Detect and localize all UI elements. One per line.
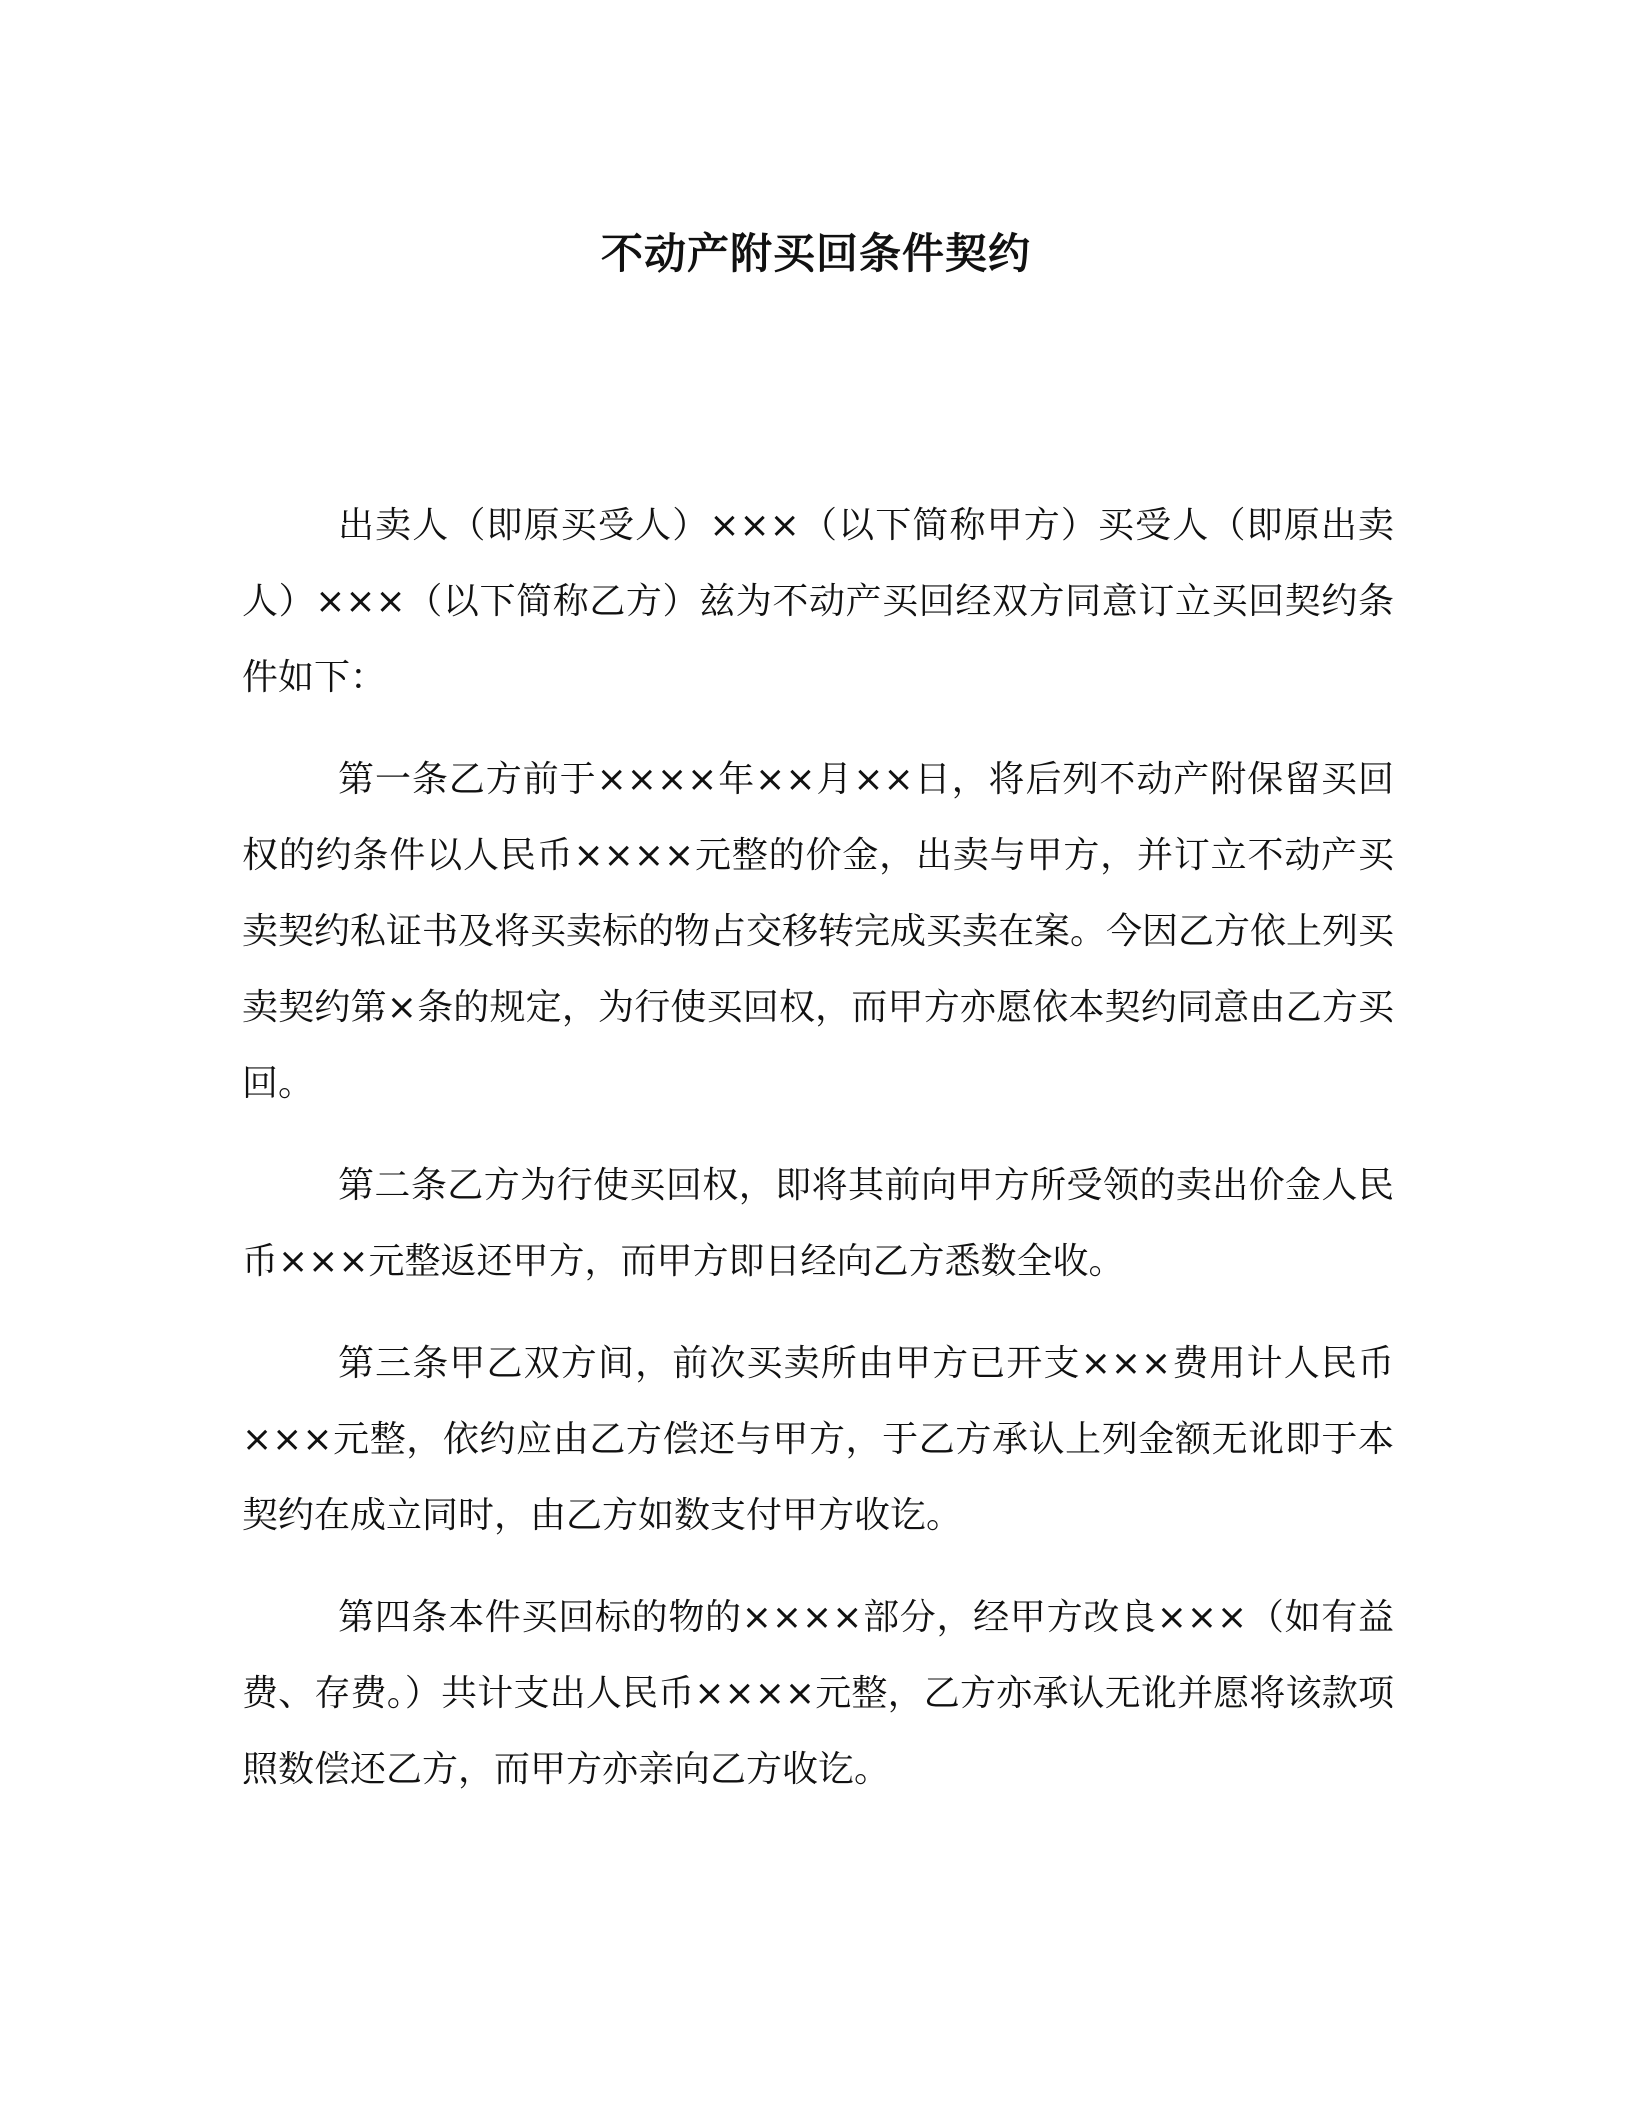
document-title: 不动产附买回条件契约 [600, 229, 1031, 278]
paragraph-article-1: 第一条乙方前于××××年××月××日，将后列不动产附保留买回权的约条件以人民币××××元整的价金，出卖与甲方，并订立不动产买卖契约私证书及将买卖标的物占交移转完成买卖在案。今因乙方依上列买卖契约第×条的规定，为行使买回权，而甲方亦愿依本契约同意由乙方买回。 [242, 759, 1395, 1104]
paragraph-article-2: 第二条乙方为行使买回权，即将其前向甲方所受领的卖出价金人民币×××元整返还甲方，而甲方即日经向乙方悉数全收。 [242, 1165, 1394, 1282]
paragraph-article-3: 第三条甲乙双方间，前次买卖所由甲方已开支×××费用计人民币×××元整，依约应由乙方偿还与甲方，于乙方承认上列金额无讹即于本契约在成立同时，由乙方如数支付甲方收讫。 [242, 1343, 1394, 1536]
paragraph-preamble: 出卖人（即原买受人）×××（以下简称甲方）买受人（即原出卖人）×××（以下简称乙方）兹为不动产买回经双方同意订立买回契约条件如下： [242, 505, 1394, 698]
paragraph-article-4: 第四条本件买回标的物的××××部分，经甲方改良×××（如有益费、存费。）共计支出人民币××××元整，乙方亦承认无讹并愿将该款项照数偿还乙方，而甲方亦亲向乙方收讫。 [242, 1597, 1394, 1790]
document-body [242, 488, 1394, 1834]
